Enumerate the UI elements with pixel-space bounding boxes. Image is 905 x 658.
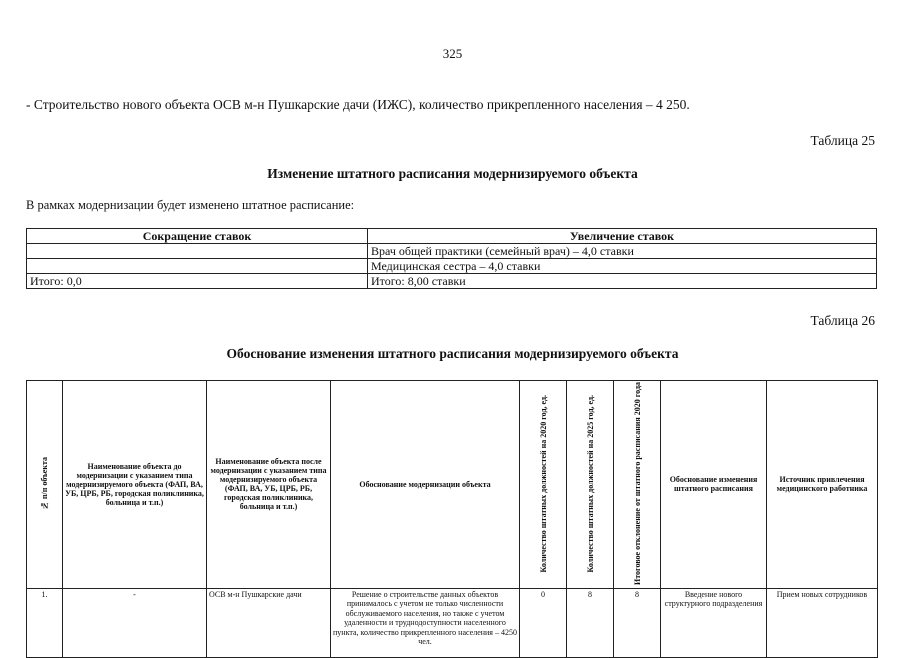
- table-25-intro: В рамках модернизации будет изменено штатное расписание:: [26, 198, 355, 212]
- table-row: [27, 259, 877, 274]
- staff-2025: 8: [567, 588, 614, 657]
- change-reason: Введение нового структурного подразделения: [661, 588, 767, 657]
- increase-total: Итого: 8,00 ставки: [368, 274, 877, 289]
- staff-2020: 0: [520, 588, 567, 657]
- header-name-before: Наименование объекта до модернизации с указанием типа модернизируемого объекта (ФАП, ВА, УБ, ЦРБ, РБ, городская поликлиника, больница и т.п.): [63, 381, 207, 589]
- header-reduction: Сокращение ставок: [27, 229, 368, 244]
- table-26-title: Обоснование изменения штатного расписания модернизируемого объекта: [226, 346, 679, 361]
- staffing-change-table: [26, 228, 877, 289]
- reduction-cell: [27, 259, 368, 274]
- header-name-after: Наименование объекта после модернизации с указанием типа модернизируемого объекта (ФАП, ВА, УБ, ЦРБ, РБ, городская поликлиника, больница и т.п.): [207, 381, 331, 589]
- table-row: [27, 588, 878, 657]
- staffing-justification-table: [26, 380, 878, 658]
- table-row: [27, 244, 877, 259]
- table-25-label: Таблица 25: [810, 133, 875, 148]
- header-change-reason: Обоснование изменения штатного расписания: [661, 381, 767, 589]
- deviation: 8: [614, 588, 661, 657]
- object-number: 1.: [27, 588, 63, 657]
- page-number: 325: [442, 46, 463, 61]
- header-staff-source: Источник привлечения медицинского работника: [767, 381, 878, 589]
- modernization-reason: Решение о строительстве данных объектов принималось с учетом не только численности обслуживаемого населения, но также с учетом удаленности и труднодоступности населенного пункта, количество прикрепленного населения – 4250 чел.: [331, 588, 520, 657]
- table-25-title: Изменение штатного расписания модернизируемого объекта: [267, 166, 638, 181]
- increase-cell: Врач общей практики (семейный врач) – 4,0 ставки: [368, 244, 877, 259]
- table-header-row: [27, 229, 877, 244]
- name-after: ОСВ м-н Пушкарские дачи: [207, 588, 331, 657]
- reduction-cell: [27, 244, 368, 259]
- table-total-row: [27, 274, 877, 289]
- header-staff-2020: Количество штатных должностей на 2020 год, ед.: [520, 381, 567, 589]
- increase-cell: Медицинская сестра – 4,0 ставки: [368, 259, 877, 274]
- header-increase: Увеличение ставок: [368, 229, 877, 244]
- name-before: -: [63, 588, 207, 657]
- table-header-row: [27, 381, 878, 589]
- reduction-total: Итого: 0,0: [27, 274, 368, 289]
- header-staff-2025: Количество штатных должностей на 2025 год, ед.: [567, 381, 614, 589]
- construction-bullet: - Строительство нового объекта ОСВ м-н Пушкарские дачи (ИЖС), количество прикрепленного населения – 4 250.: [26, 97, 690, 112]
- header-modernization-reason: Обоснование модернизации объекта: [331, 381, 520, 589]
- staff-source: Прием новых сотрудников: [767, 588, 878, 657]
- header-object-number: № п/п объекта: [27, 381, 63, 589]
- header-deviation: Итоговое отклонение от штатного расписания 2020 года: [614, 381, 661, 589]
- table-26-label: Таблица 26: [810, 313, 875, 328]
